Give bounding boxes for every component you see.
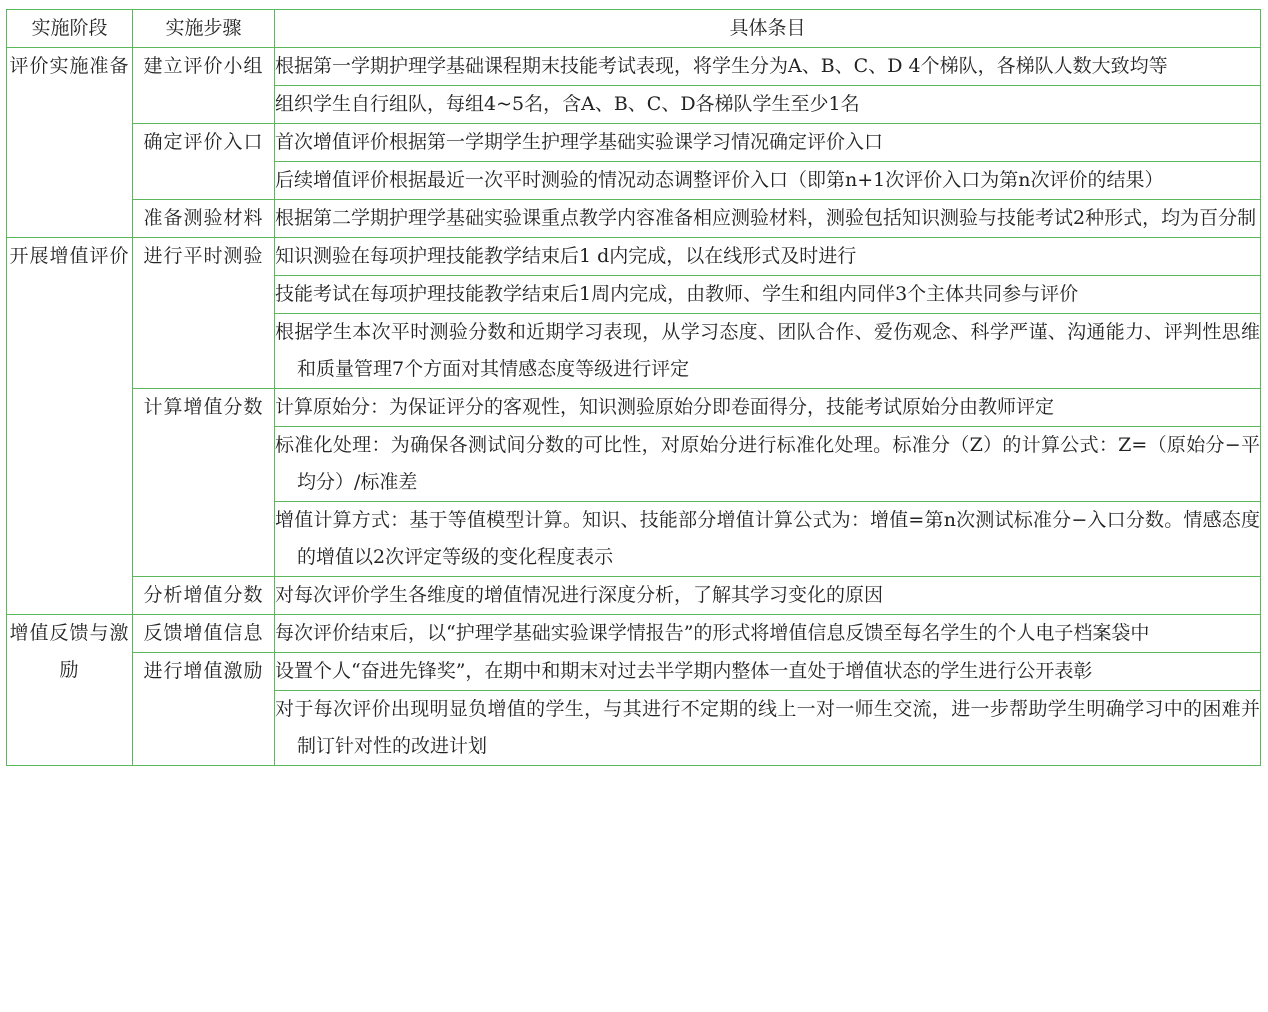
table-row <box>7 238 1261 276</box>
item-text: 对每次评价学生各维度的增值情况进行深度分析，了解其学习变化的原因 <box>275 584 884 606</box>
table-row <box>7 200 1261 238</box>
phase-cell: 评价实施准备 <box>7 48 133 238</box>
header-phase: 实施阶段 <box>7 10 133 48</box>
item-cell <box>275 124 1261 162</box>
item-cell <box>275 238 1261 276</box>
item-cell <box>275 502 1261 577</box>
step-cell: 建立评价小组 <box>133 48 275 124</box>
item-text: 增值计算方式：基于等值模型计算。知识、技能部分增值计算公式为：增值=第n次测试标准分−入口分数。情感态度的增值以2次评定等级的变化程度表示 <box>275 509 1260 568</box>
table-row <box>7 577 1261 615</box>
item-text: 首次增值评价根据第一学期学生护理学基础实验课学习情况确定评价入口 <box>275 131 884 153</box>
item-cell <box>275 389 1261 427</box>
step-cell: 确定评价入口 <box>133 124 275 200</box>
header-row <box>7 10 1261 48</box>
phase-cell: 开展增值评价 <box>7 238 133 615</box>
item-text: 组织学生自行组队，每组4~5名，含A、B、C、D各梯队学生至少1名 <box>275 93 860 115</box>
item-cell <box>275 314 1261 389</box>
item-cell <box>275 653 1261 691</box>
header-item: 具体条目 <box>275 10 1261 48</box>
item-text: 根据第二学期护理学基础实验课重点教学内容准备相应测验材料，测验包括知识测验与技能考试2种形式，均为百分制 <box>275 207 1257 229</box>
item-text: 每次评价结束后，以“护理学基础实验课学情报告”的形式将增值信息反馈至每名学生的个人电子档案袋中 <box>275 622 1150 644</box>
item-text: 技能考试在每项护理技能教学结束后1周内完成，由教师、学生和组内同伴3个主体共同参与评价 <box>275 283 1079 305</box>
step-cell: 反馈增值信息 <box>133 615 275 653</box>
step-cell: 计算增值分数 <box>133 389 275 577</box>
table-row <box>7 615 1261 653</box>
phase-cell: 增值反馈与激励 <box>7 615 133 766</box>
item-text: 对于每次评价出现明显负增值的学生，与其进行不定期的线上一对一师生交流，进一步帮助学生明确学习中的困难并制订针对性的改进计划 <box>275 698 1260 757</box>
table-row <box>7 124 1261 162</box>
implementation-table <box>6 9 1261 766</box>
item-text: 根据第一学期护理学基础课程期末技能考试表现，将学生分为A、B、C、D 4个梯队，各梯队人数大致均等 <box>275 55 1168 77</box>
item-text: 计算原始分：为保证评分的客观性，知识测验原始分即卷面得分，技能考试原始分由教师评定 <box>275 396 1055 418</box>
item-text: 标准化处理：为确保各测试间分数的可比性，对原始分进行标准化处理。标准分（Z）的计算公式：Z=（原始分−平均分）/标准差 <box>275 434 1260 493</box>
item-cell <box>275 48 1261 86</box>
item-cell <box>275 427 1261 502</box>
step-cell: 进行增值激励 <box>133 653 275 766</box>
item-cell <box>275 162 1261 200</box>
item-text: 后续增值评价根据最近一次平时测验的情况动态调整评价入口（即第n+1次评价入口为第n次评价的结果） <box>275 169 1164 191</box>
item-cell <box>275 200 1261 238</box>
item-cell <box>275 577 1261 615</box>
item-text: 根据学生本次平时测验分数和近期学习表现，从学习态度、团队合作、爱伤观念、科学严谨、沟通能力、评判性思维和质量管理7个方面对其情感态度等级进行评定 <box>275 321 1260 380</box>
item-text: 知识测验在每项护理技能教学结束后1 d内完成，以在线形式及时进行 <box>275 245 857 267</box>
step-cell: 准备测验材料 <box>133 200 275 238</box>
item-cell <box>275 276 1261 314</box>
step-cell: 进行平时测验 <box>133 238 275 389</box>
step-cell: 分析增值分数 <box>133 577 275 615</box>
table-row <box>7 653 1261 691</box>
header-step: 实施步骤 <box>133 10 275 48</box>
table-row <box>7 48 1261 86</box>
item-cell <box>275 86 1261 124</box>
item-cell <box>275 691 1261 766</box>
table-row <box>7 389 1261 427</box>
item-cell <box>275 615 1261 653</box>
item-text: 设置个人“奋进先锋奖”，在期中和期末对过去半学期内整体一直处于增值状态的学生进行公开表彰 <box>275 660 1093 682</box>
